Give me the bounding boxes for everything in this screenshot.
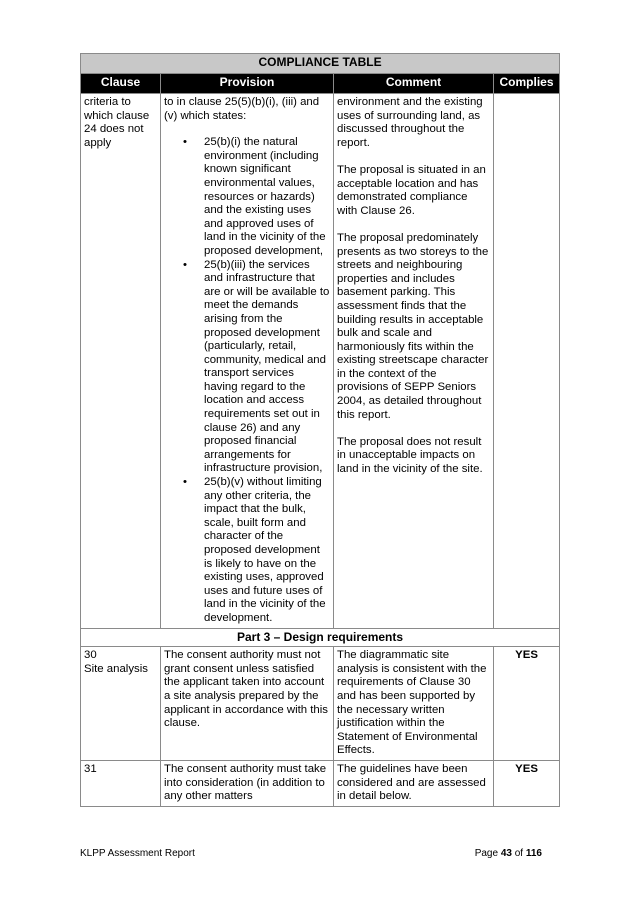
page-label: Page <box>474 848 499 859</box>
list-item <box>183 258 330 477</box>
list-item <box>183 476 330 626</box>
comment-text: The diagrammatic site analysis is consistent with the requirements of Clause 30 and has been supported by the necessary written justification within the Statement of Environmental Effects. <box>337 649 487 757</box>
clause-number: 30 <box>84 649 97 662</box>
part-heading-row <box>81 628 560 647</box>
bullet-text: 25(b)(iii) the services and infrastructure that are or will be available to meet the demands arising from the proposed development (particularly, retail, community, medical and transport services having regard to the location and access requirements set out in clause 26) and any proposed financial arrangements for infrastructure provision, <box>204 258 330 475</box>
cell-clause <box>81 94 161 629</box>
comment-paragraph: The proposal predominately presents as two storeys to the streets and neighbouring properties and includes basement parking. This assessment finds that the building results in acceptable bulk and scale and harmoniously fits within the existing streetscape character in the context of the provisions of SEPP Seniors 2004, as detailed throughout this report. <box>337 231 489 421</box>
header-complies: Complies <box>494 74 560 94</box>
compliance-table <box>80 53 560 807</box>
cell-comment <box>334 760 494 806</box>
cell-comment <box>334 647 494 761</box>
clause-title: Site analysis <box>84 662 148 675</box>
table-title: COMPLIANCE TABLE <box>81 54 560 74</box>
header-provision: Provision <box>161 74 334 94</box>
compliance-table-container <box>80 53 559 807</box>
part-heading: Part 3 – Design requirements <box>81 628 560 647</box>
bullet-icon: • <box>183 476 187 489</box>
comment-paragraph: environment and the existing uses of surrounding land, as discussed throughout the report. <box>337 96 483 149</box>
header-clause: Clause <box>81 74 161 94</box>
cell-complies <box>494 94 560 629</box>
cell-provision <box>161 647 334 761</box>
header-comment: Comment <box>334 74 494 94</box>
provision-text: The consent authority must take into consideration (in addition to any other matters <box>164 762 327 803</box>
complies-value: YES <box>515 762 538 775</box>
list-item <box>183 136 330 258</box>
bullet-text: 25(b)(v) without limiting any other criteria, the impact that the bulk, scale, built form and character of the proposed development is likely to have on the existing uses, approved uses and future uses of land in the vicinity of the development. <box>204 476 326 624</box>
bullet-text: 25(b)(i) the natural environment (including known significant environmental values, resources or hazards) and the existing uses and approved uses of land in the vicinity of the proposed development, <box>204 136 326 257</box>
of-label: of <box>514 848 524 859</box>
comment-text: The guidelines have been considered and are assessed in detail below. <box>337 762 486 803</box>
table-header-row <box>81 74 560 94</box>
cell-clause <box>81 647 161 761</box>
clause-text: criteria to which clause 24 does not apply <box>84 96 150 149</box>
page-number: 43 <box>500 848 512 859</box>
provision-intro: to in clause 25(5)(b)(i), (iii) and (v) which states: <box>164 96 320 122</box>
report-name: KLPP Assessment Report <box>80 848 195 859</box>
cell-clause <box>81 760 161 806</box>
provision-text: The consent authority must not grant consent unless satisfied the applicant taken into account a site analysis prepared by the applicant in accordance with this clause. <box>164 649 328 730</box>
clause-number: 31 <box>84 762 97 775</box>
cell-comment <box>334 94 494 629</box>
provision-bullet-list <box>164 136 330 625</box>
table-row <box>81 760 560 806</box>
table-row <box>81 647 560 761</box>
complies-value: YES <box>515 649 538 662</box>
bullet-icon: • <box>183 136 187 149</box>
table-row-continued <box>81 94 560 629</box>
comment-paragraph: The proposal is situated in an acceptable location and has demonstrated compliance with Clause 26. <box>337 163 486 217</box>
cell-provision <box>161 760 334 806</box>
cell-complies <box>494 760 560 806</box>
total-pages: 116 <box>525 848 542 859</box>
cell-complies <box>494 647 560 761</box>
comment-paragraph: The proposal does not result in unacceptable impacts on land in the vicinity of the site. <box>337 435 483 476</box>
cell-provision <box>161 94 334 629</box>
table-title-row <box>81 54 560 74</box>
page-counter <box>475 848 542 859</box>
bullet-icon: • <box>183 258 187 271</box>
